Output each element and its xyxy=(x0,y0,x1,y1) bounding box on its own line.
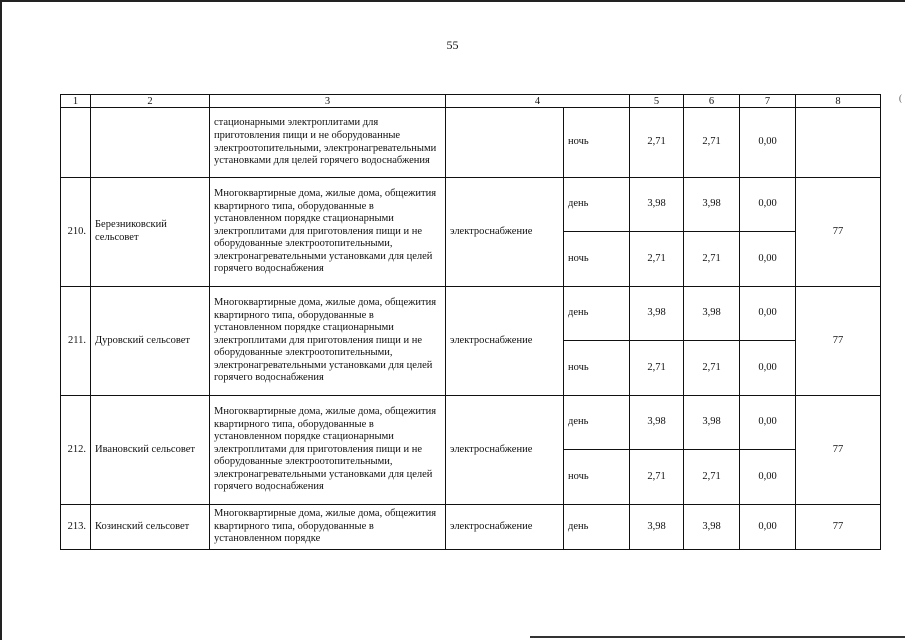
tariff-value-col5: 2,71 xyxy=(630,108,684,178)
page-number: 55 xyxy=(446,38,459,52)
time-zone: день xyxy=(564,287,630,341)
header-col-5: 5 xyxy=(630,95,684,108)
row-number: 210. xyxy=(61,178,91,287)
tariff-value-col7: 0,00 xyxy=(740,108,796,178)
row-number: 213. xyxy=(61,505,91,550)
service-type: электроснабжение xyxy=(446,287,564,396)
tariff-value-col7: 0,00 xyxy=(740,396,796,450)
tariff-value-col6: 2,71 xyxy=(684,450,740,505)
header-col-8: 8 xyxy=(796,95,881,108)
tariff-value-col5: 3,98 xyxy=(630,287,684,341)
time-zone: ночь xyxy=(564,450,630,505)
scan-border-bottom xyxy=(530,636,905,638)
tariff-value-col6: 3,98 xyxy=(684,396,740,450)
tariff-value-col6: 3,98 xyxy=(684,505,740,550)
header-col-2: 2 xyxy=(91,95,210,108)
code-value: 77 xyxy=(796,178,881,287)
tariff-value-col5: 3,98 xyxy=(630,396,684,450)
scan-border-left xyxy=(0,0,2,640)
tariff-value-col7: 0,00 xyxy=(740,450,796,505)
time-zone: ночь xyxy=(564,232,630,287)
service-type: электроснабжение xyxy=(446,396,564,505)
time-zone: день xyxy=(564,178,630,232)
table-row xyxy=(61,108,881,178)
table-row xyxy=(61,505,881,550)
settlement-name: Ивановский сельсовет xyxy=(91,396,210,505)
code-value: 77 xyxy=(796,287,881,396)
time-zone: день xyxy=(564,396,630,450)
tariff-value-col6: 2,71 xyxy=(684,232,740,287)
tariff-value-col6: 2,71 xyxy=(684,108,740,178)
code-value xyxy=(796,108,881,178)
tariff-value-col6: 2,71 xyxy=(684,341,740,396)
margin-mark: ( xyxy=(899,93,902,103)
consumer-description: стационарными электроплитами для приготовления пищи и не оборудованные электроотопительными, электронагревательными установками для целей горячего водоснабжения xyxy=(210,108,446,178)
code-value: 77 xyxy=(796,396,881,505)
settlement-name xyxy=(91,108,210,178)
tariff-value-col5: 3,98 xyxy=(630,178,684,232)
table-row xyxy=(61,178,881,232)
code-value: 77 xyxy=(796,505,881,550)
table-row xyxy=(61,396,881,450)
consumer-description: Многоквартирные дома, жилые дома, общежития квартирного типа, оборудованные в установленном порядке стационарными электроплитами для приготовления пищи и не оборудованные электроотопительными, электронагревательными установками для целей горячего водоснабжения xyxy=(210,178,446,287)
tariff-value-col7: 0,00 xyxy=(740,232,796,287)
tariff-value-col5: 2,71 xyxy=(630,232,684,287)
settlement-name: Березниковский сельсовет xyxy=(91,178,210,287)
tariff-value-col5: 2,71 xyxy=(630,450,684,505)
time-zone: ночь xyxy=(564,341,630,396)
tariff-value-col7: 0,00 xyxy=(740,505,796,550)
consumer-description: Многоквартирные дома, жилые дома, общежития квартирного типа, оборудованные в установленном порядке xyxy=(210,505,446,550)
time-zone: день xyxy=(564,505,630,550)
row-number: 212. xyxy=(61,396,91,505)
service-type xyxy=(446,108,564,178)
tariff-value-col5: 3,98 xyxy=(630,505,684,550)
tariff-value-col6: 3,98 xyxy=(684,287,740,341)
header-col-3: 3 xyxy=(210,95,446,108)
settlement-name: Козинский сельсовет xyxy=(91,505,210,550)
row-number xyxy=(61,108,91,178)
tariff-value-col7: 0,00 xyxy=(740,287,796,341)
service-type: электроснабжение xyxy=(446,505,564,550)
tariff-value-col7: 0,00 xyxy=(740,341,796,396)
scan-border-top xyxy=(0,0,905,2)
header-col-7: 7 xyxy=(740,95,796,108)
tariff-value-col5: 2,71 xyxy=(630,341,684,396)
service-type: электроснабжение xyxy=(446,178,564,287)
row-number: 211. xyxy=(61,287,91,396)
tariff-value-col6: 3,98 xyxy=(684,178,740,232)
tariff-value-col7: 0,00 xyxy=(740,178,796,232)
tariff-table xyxy=(60,94,881,550)
settlement-name: Дуровский сельсовет xyxy=(91,287,210,396)
table-row xyxy=(61,287,881,341)
header-row xyxy=(61,95,881,108)
header-col-6: 6 xyxy=(684,95,740,108)
header-col-4: 4 xyxy=(446,95,630,108)
header-col-1: 1 xyxy=(61,95,91,108)
consumer-description: Многоквартирные дома, жилые дома, общежития квартирного типа, оборудованные в установленном порядке стационарными электроплитами для приготовления пищи и не оборудованные электроотопительными, электронагревательными установками для целей горячего водоснабжения xyxy=(210,287,446,396)
time-zone: ночь xyxy=(564,108,630,178)
consumer-description: Многоквартирные дома, жилые дома, общежития квартирного типа, оборудованные в установленном порядке стационарными электроплитами для приготовления пищи и не оборудованные электроотопительными, электронагревательными установками для целей горячего водоснабжения xyxy=(210,396,446,505)
